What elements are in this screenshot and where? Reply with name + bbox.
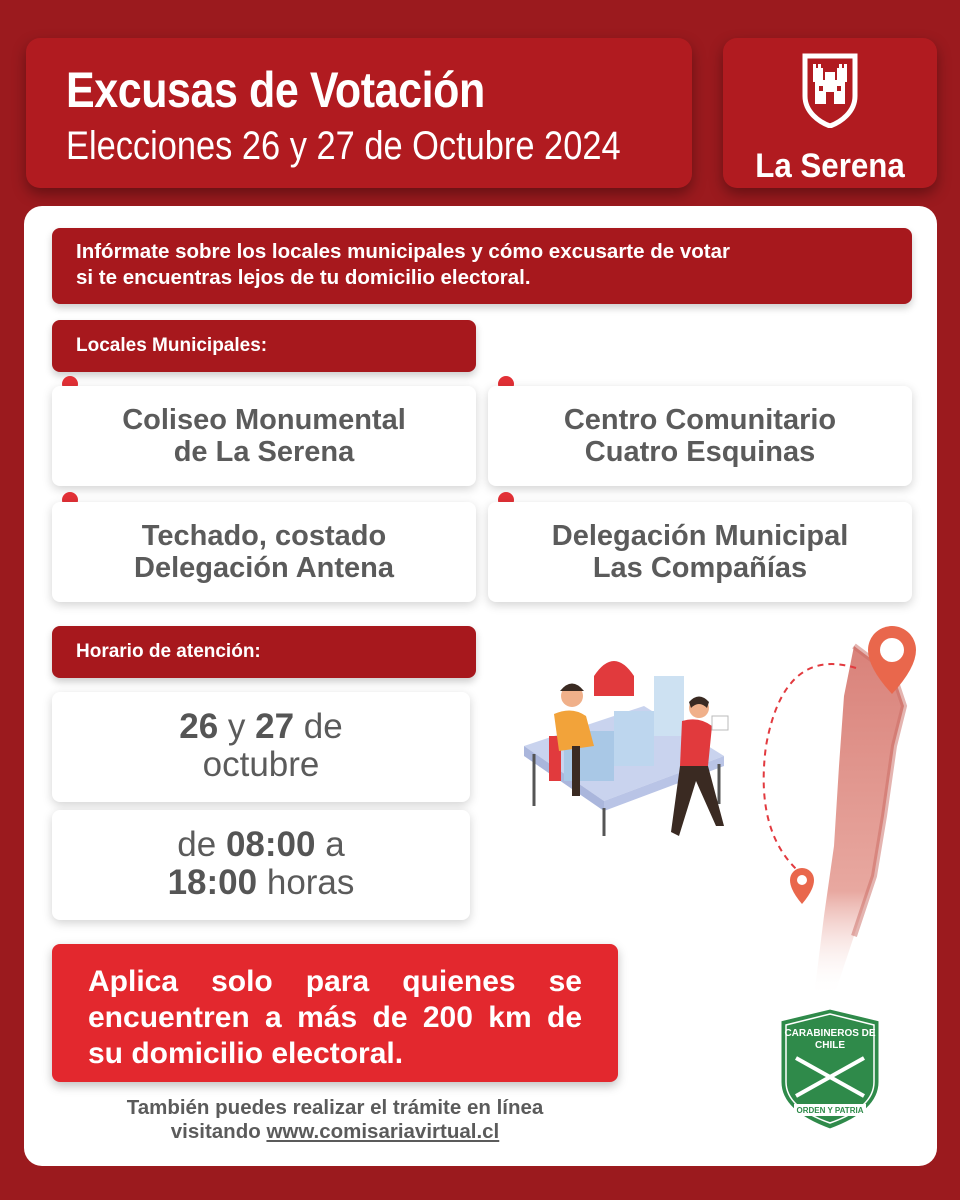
date-and: y xyxy=(218,707,256,746)
page-subtitle: Elecciones 26 y 27 de Octubre 2024 xyxy=(66,124,621,168)
time-end: 18:00 xyxy=(167,863,258,902)
alert-line-1: Aplica solo para quienes se xyxy=(88,965,582,998)
locales-label: Locales Municipales: xyxy=(52,320,476,372)
la-serena-logo xyxy=(723,38,937,188)
local-card xyxy=(488,386,912,486)
local-line-1: Delegación Municipal xyxy=(551,520,849,552)
alert-line-2: encuentren a más de 200 km de xyxy=(88,1001,582,1034)
local-line-2: Las Compañías xyxy=(592,552,808,584)
local-line-2: Delegación Antena xyxy=(134,552,394,584)
time-start: 08:00 xyxy=(225,825,316,864)
time-de: de xyxy=(177,825,226,864)
local-line-1: Centro Comunitario xyxy=(563,404,837,436)
time-a: a xyxy=(315,825,345,864)
castle-shield-icon xyxy=(801,52,859,128)
alert-banner xyxy=(52,944,618,1082)
carabineros-title-2: CHILE xyxy=(815,1040,845,1051)
time-horas: horas xyxy=(257,863,355,902)
carabineros-badge-icon xyxy=(772,1004,888,1132)
local-line-1: Coliseo Monumental xyxy=(122,404,406,436)
voting-illustration xyxy=(494,636,744,846)
intro-line-1: Infórmate sobre los locales municipales y cómo excusarte de votar xyxy=(76,240,730,263)
local-line-1: Techado, costado xyxy=(141,520,387,552)
date-card xyxy=(52,692,470,802)
footer-prefix: visitando xyxy=(170,1120,267,1143)
horario-label: Horario de atención: xyxy=(52,626,476,678)
local-line-2: de La Serena xyxy=(173,436,355,468)
local-card xyxy=(488,502,912,602)
time-card xyxy=(52,810,470,920)
carabineros-motto: ORDEN Y PATRIA xyxy=(796,1106,864,1115)
intro-line-2: si te encuentras lejos de tu domicilio electoral. xyxy=(76,266,531,289)
header-banner xyxy=(26,38,692,188)
footer-note xyxy=(52,1096,618,1144)
date-day-1: 26 xyxy=(179,707,219,746)
date-day-2: 27 xyxy=(255,707,295,746)
carabineros-title: CARABINEROS DE xyxy=(784,1028,876,1039)
date-month: octubre xyxy=(202,745,320,784)
comisaria-link[interactable]: www.comisariavirtual.cl xyxy=(266,1120,500,1143)
page-title: Excusas de Votación xyxy=(66,62,485,118)
content-panel xyxy=(24,206,937,1166)
map-pin-icon xyxy=(790,868,814,904)
alert-line-3: su domicilio electoral. xyxy=(88,1037,404,1070)
date-de: de xyxy=(294,707,343,746)
local-card xyxy=(52,386,476,486)
local-card xyxy=(52,502,476,602)
chile-map-illustration xyxy=(744,616,924,1006)
intro-banner xyxy=(52,228,912,304)
local-line-2: Cuatro Esquinas xyxy=(584,436,816,468)
logo-text: La Serena xyxy=(755,147,905,185)
footer-line-1: También puedes realizar el trámite en línea xyxy=(126,1096,544,1119)
